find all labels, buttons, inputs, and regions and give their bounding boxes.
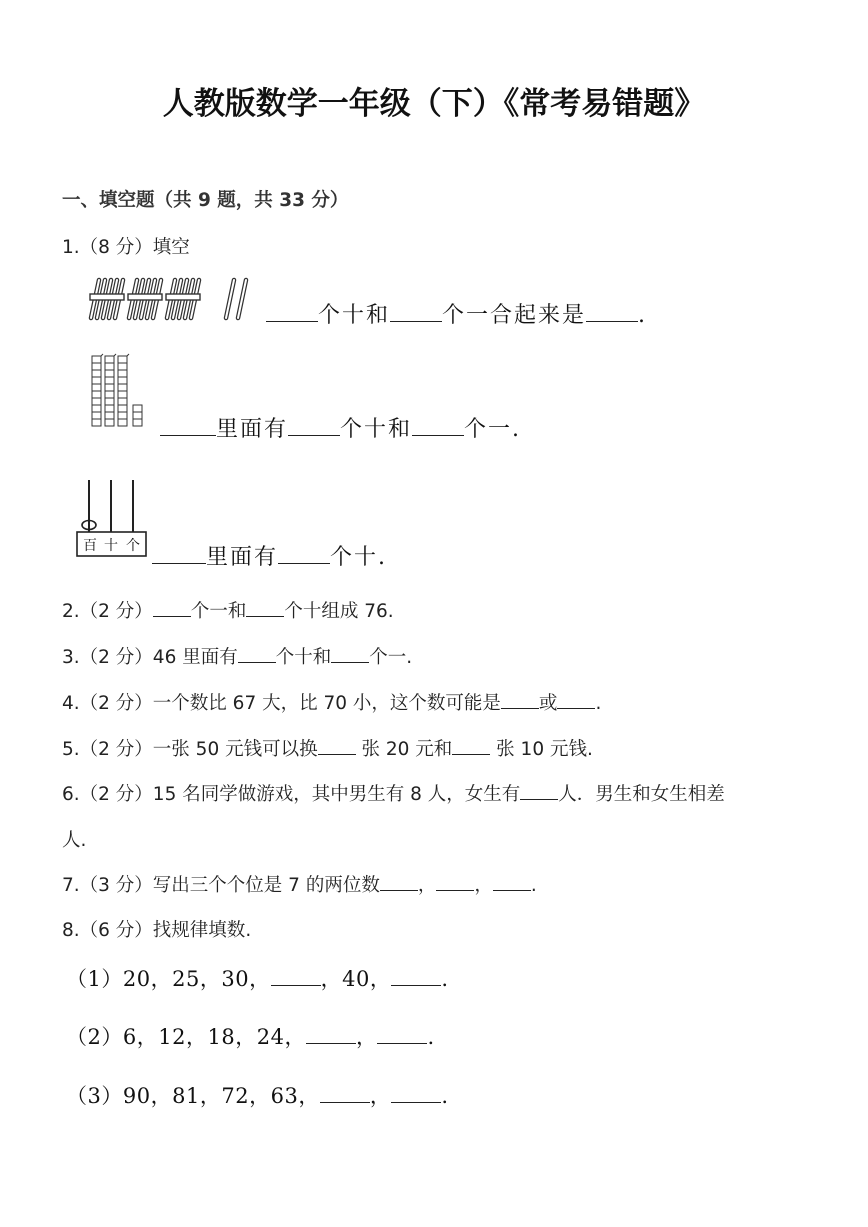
pattern-separator: ， — [249, 967, 271, 991]
q7-sep: ， — [474, 875, 493, 896]
answer-blank[interactable] — [380, 872, 418, 892]
question-1-prompt: 1.（8 分）填空 — [62, 237, 190, 258]
answer-blank[interactable] — [412, 413, 464, 436]
q7-end: . — [530, 875, 537, 896]
pattern-separator: ， — [150, 967, 173, 991]
single-stick-icon — [238, 280, 246, 318]
answer-blank[interactable] — [586, 299, 638, 322]
q5-text-1: 5.（2 分）一张 50 元钱可以换 — [62, 739, 318, 760]
pattern-end: . — [441, 967, 449, 991]
question-1-line-c — [152, 540, 387, 571]
answer-blank[interactable] — [501, 690, 539, 710]
pattern-separator: ， — [355, 1025, 378, 1049]
q1c-text-1: 里面有 — [206, 545, 279, 570]
ten-cube-rod-icon — [118, 354, 129, 426]
abacus-label-tens: 十 — [104, 538, 118, 554]
q2-text-3: 个十组成 76 — [284, 601, 388, 622]
section-heading: 一、填空题（共 9 题，共 33 分） — [62, 190, 349, 211]
pattern-separator: ， — [320, 967, 343, 991]
pattern-number: 18 — [207, 1025, 236, 1049]
q4-end: . — [595, 693, 602, 714]
answer-blank[interactable] — [557, 690, 595, 710]
q3-text-2: 个十和 — [275, 647, 332, 668]
pattern-number: 20 — [122, 967, 151, 991]
q5-end: . — [586, 739, 593, 760]
pattern-number: 30 — [221, 967, 250, 991]
pattern-separator: ， — [249, 1084, 271, 1108]
answer-blank[interactable] — [493, 872, 531, 892]
bundle-of-ten-sticks-icon — [90, 280, 124, 318]
answer-blank[interactable] — [320, 1081, 370, 1103]
answer-blank[interactable] — [390, 299, 442, 322]
q6-text-3: 人 — [62, 830, 81, 851]
pattern-number: 40 — [342, 967, 370, 991]
q4-text-2: 或 — [538, 693, 558, 714]
ten-cube-rods-icon — [88, 352, 158, 434]
answer-blank[interactable] — [391, 1081, 441, 1103]
pattern-number: 63 — [270, 1084, 299, 1108]
pattern-separator: ， — [284, 1025, 306, 1049]
q7-sep: ， — [417, 875, 437, 896]
q6-text-1: 6.（2 分）15 名同学做游戏，其中男生有 8 人，女生有 — [62, 784, 521, 805]
q5-text-3: 张 10 元钱 — [490, 739, 587, 760]
answer-blank[interactable] — [266, 299, 318, 322]
question-4 — [62, 689, 601, 715]
q2-text-2: 个一和 — [190, 601, 247, 622]
q2-end: . — [387, 601, 394, 622]
pattern-number: 81 — [172, 1084, 200, 1108]
answer-blank[interactable] — [271, 964, 321, 986]
q6-end: . — [80, 830, 87, 851]
pattern-separator: ， — [150, 1084, 173, 1108]
answer-blank[interactable] — [452, 736, 490, 756]
question-8-prompt — [62, 916, 251, 942]
single-stick-icon — [226, 280, 234, 318]
pattern-separator: ， — [185, 1025, 208, 1049]
pattern-row — [66, 1080, 449, 1110]
pattern-separator: ， — [199, 1084, 222, 1108]
q6-text-2: 人．男生和女生相差 — [558, 784, 725, 805]
q1c-end: . — [378, 545, 388, 570]
pattern-separator: ， — [136, 1025, 159, 1049]
q1c-text-2: 个十 — [330, 545, 379, 570]
pattern-number: 90 — [122, 1084, 151, 1108]
pattern-number: 24 — [256, 1025, 285, 1049]
q3-text-3: 个一 — [369, 647, 407, 668]
pattern-row — [66, 1021, 435, 1051]
pattern-separator: ， — [369, 967, 392, 991]
unit-cube-icon — [133, 405, 142, 412]
q3-end: . — [406, 647, 413, 668]
q1b-text-3: 个一 — [464, 417, 513, 442]
q8-end: . — [245, 920, 252, 941]
question-6-line-2 — [62, 826, 86, 852]
answer-blank[interactable] — [153, 598, 191, 618]
q1b-end: . — [512, 417, 522, 442]
q1a-end: . — [638, 303, 648, 328]
pattern-number: 6 — [122, 1025, 137, 1049]
pattern-separator: ， — [235, 1025, 257, 1049]
q2-text-1: 2.（2 分） — [62, 601, 153, 622]
abacus-icon — [74, 476, 154, 562]
answer-blank[interactable] — [278, 541, 330, 564]
q1b-text-2: 个十和 — [340, 417, 413, 442]
q8-text: 8.（6 分）找规律填数 — [62, 920, 246, 941]
question-5 — [62, 735, 593, 761]
q4-text-1: 4.（2 分）一个数比 67 大，比 70 小，这个数可能是 — [62, 693, 501, 714]
question-2 — [62, 597, 394, 623]
answer-blank[interactable] — [238, 644, 276, 664]
pattern-number: 12 — [158, 1025, 186, 1049]
unit-cube-icon — [133, 419, 142, 426]
ten-cube-rod-icon — [92, 354, 103, 426]
answer-blank[interactable] — [306, 1022, 356, 1044]
abacus-label-ones: 个 — [126, 538, 140, 554]
q5-text-2: 张 20 元和 — [355, 739, 453, 760]
question-6 — [62, 780, 725, 806]
pattern-number: 25 — [172, 967, 200, 991]
pattern-end: . — [427, 1025, 435, 1049]
answer-blank[interactable] — [436, 872, 474, 892]
answer-blank[interactable] — [318, 736, 356, 756]
pattern-separator: ， — [298, 1084, 320, 1108]
question-3 — [62, 643, 412, 669]
question-1-line-a — [266, 298, 647, 329]
bundle-of-ten-sticks-icon — [166, 280, 200, 318]
pattern-number: 72 — [221, 1084, 250, 1108]
pattern-row-label: （3） — [66, 1084, 123, 1108]
question-1-line-b — [160, 412, 521, 443]
q3-text-1: 3.（2 分）46 里面有 — [62, 647, 238, 668]
pattern-row — [66, 963, 449, 993]
question-7 — [62, 871, 537, 897]
pattern-separator: ， — [369, 1084, 392, 1108]
bundle-of-ten-sticks-icon — [128, 280, 162, 318]
answer-blank[interactable] — [160, 413, 216, 436]
abacus-label-hundreds: 百 — [83, 538, 97, 554]
unit-cube-icon — [133, 412, 142, 419]
answer-blank[interactable] — [152, 541, 206, 564]
answer-blank[interactable] — [246, 598, 284, 618]
pattern-end: . — [441, 1084, 449, 1108]
pattern-row-label: （1） — [66, 967, 123, 991]
pattern-row-label: （2） — [66, 1025, 123, 1049]
page-title: 人教版数学一年级（下）《常考易错题》 — [162, 86, 706, 122]
answer-blank[interactable] — [391, 964, 441, 986]
answer-blank[interactable] — [377, 1022, 427, 1044]
q1a-text-2: 个一合起来是 — [442, 303, 587, 328]
q7-text-1: 7.（3 分）写出三个个位是 7 的两位数 — [62, 875, 380, 896]
pattern-separator: ， — [199, 967, 222, 991]
q1b-text-1: 里面有 — [216, 417, 289, 442]
answer-blank[interactable] — [520, 781, 558, 801]
ten-cube-rod-icon — [105, 354, 116, 426]
stick-bundles-icon — [88, 276, 258, 326]
answer-blank[interactable] — [288, 413, 340, 436]
q1a-text-1: 个十和 — [318, 303, 391, 328]
answer-blank[interactable] — [331, 644, 369, 664]
